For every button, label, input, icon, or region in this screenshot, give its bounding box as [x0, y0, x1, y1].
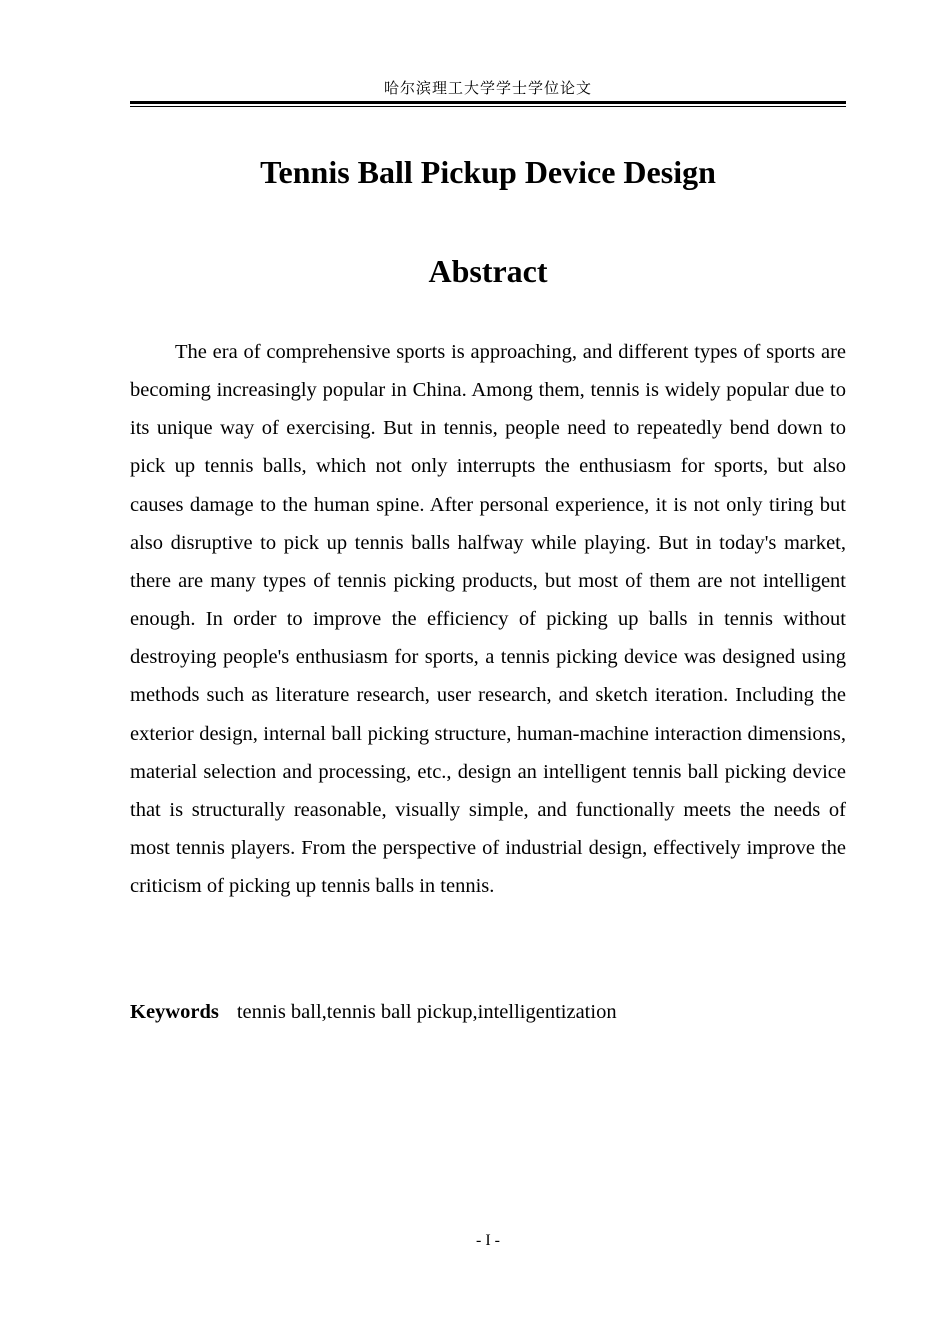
abstract-heading: Abstract	[428, 253, 548, 289]
keywords-line	[130, 993, 846, 1031]
keywords-value: tennis ball,tennis ball pickup,intelligentization	[236, 1001, 617, 1023]
page-number: - I -	[476, 1232, 500, 1249]
document-title: Tennis Ball Pickup Device Design	[260, 154, 716, 190]
running-header: 哈尔滨理工大学学士学位论文	[383, 79, 592, 97]
header-rule-thick	[130, 101, 846, 104]
header-rule-thin	[130, 106, 846, 107]
abstract-paragraph: The era of comprehensive sports is approaching, and different types of sports are becoming increasingly popular in China. Among them, tennis is widely popular due to its unique way of exercising. But in tennis, people need to repeatedly bend down to pick up tennis balls, which not only interrupts the enthusiasm for sports, but also causes damage to the human spine. After personal experience, it is not only tiring but also disruptive to pick up tennis balls halfway while playing. But in today's market, there are many types of tennis picking products, but most of them are not intelligent enough. In order to improve the efficiency of picking up balls in tennis without destroying people's enthusiasm for sports, a tennis picking device was designed using methods such as literature research, user research, and sketch iteration. Including the exterior design, internal ball picking structure, human-machine interaction dimensions, material selection and processing, etc., design an intelligent tennis ball picking device that is structurally reasonable, visually simple, and functionally meets the needs of most tennis players. From the perspective of industrial design, effectively improve the criticism of picking up tennis balls in tennis.	[130, 341, 846, 898]
keywords-label: Keywords	[130, 1001, 219, 1023]
